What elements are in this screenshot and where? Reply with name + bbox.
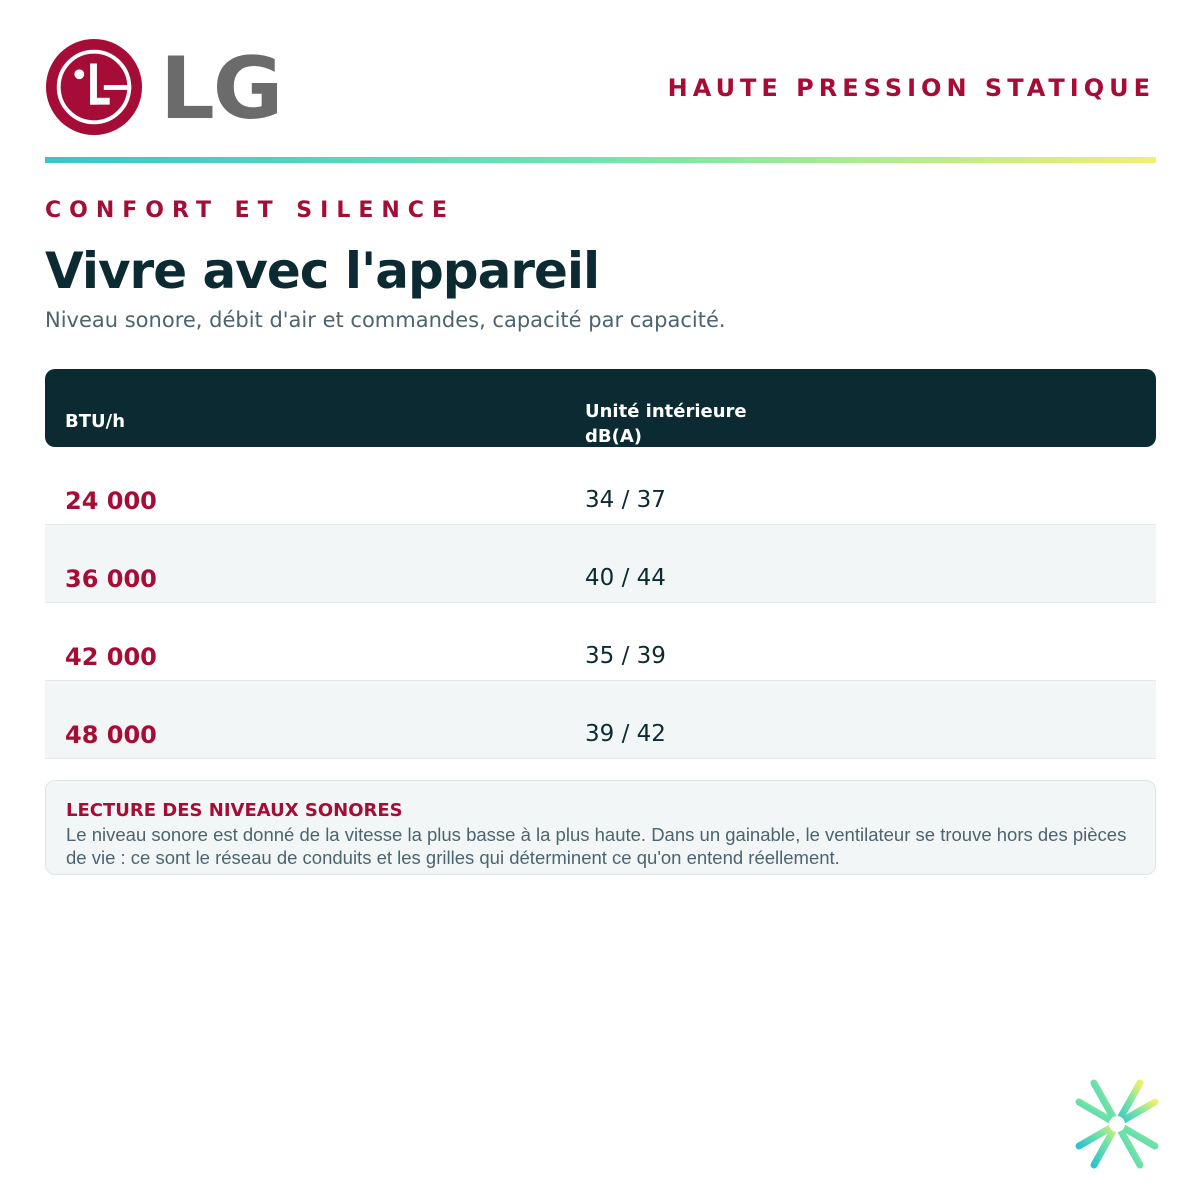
page-subtitle: Niveau sonore, débit d'air et commandes, capacité par capacité. — [45, 308, 726, 332]
db-cell: 39 / 42 — [585, 721, 666, 747]
page-title: Vivre avec l'appareil — [45, 242, 600, 300]
sound-note-box — [45, 780, 1156, 875]
db-cell: 34 / 37 — [585, 487, 666, 513]
note-title: LECTURE DES NIVEAUX SONORES — [66, 800, 403, 821]
brand-logo — [45, 38, 282, 139]
snowflake-icon — [1062, 1074, 1172, 1174]
btu-cell: 24 000 — [65, 487, 157, 515]
header-tag: HAUTE PRESSION STATIQUE — [667, 74, 1155, 102]
table-header — [45, 369, 1156, 447]
brand-wordmark: LG — [160, 39, 282, 139]
note-text: Le niveau sonore est donné de la vitesse la plus basse à la plus haute. Dans un gainable, le ventilateur se trouve hors des pièces de vie : ce sont le réseau de conduits et les grilles qui déterminent ce qu'on entend réellement. — [66, 824, 1127, 868]
gradient-divider — [45, 157, 1156, 163]
table-row — [45, 603, 1156, 681]
db-cell: 35 / 39 — [585, 643, 666, 669]
table-row — [45, 525, 1156, 603]
btu-cell: 48 000 — [65, 721, 157, 749]
lg-face-logo-icon — [45, 38, 143, 136]
column-header-btu: BTU/h — [65, 411, 126, 432]
sound-level-table — [45, 369, 1156, 759]
table-row — [45, 447, 1156, 525]
btu-cell: 36 000 — [65, 565, 157, 593]
section-kicker: CONFORT ET SILENCE — [45, 198, 455, 223]
column-header-indoor-unit — [585, 399, 747, 449]
db-cell: 40 / 44 — [585, 565, 666, 591]
column-header-indoor-label: Unité intérieure — [585, 401, 747, 422]
btu-cell: 42 000 — [65, 643, 157, 671]
column-header-db-label: dB(A) — [585, 426, 642, 447]
table-row — [45, 681, 1156, 759]
